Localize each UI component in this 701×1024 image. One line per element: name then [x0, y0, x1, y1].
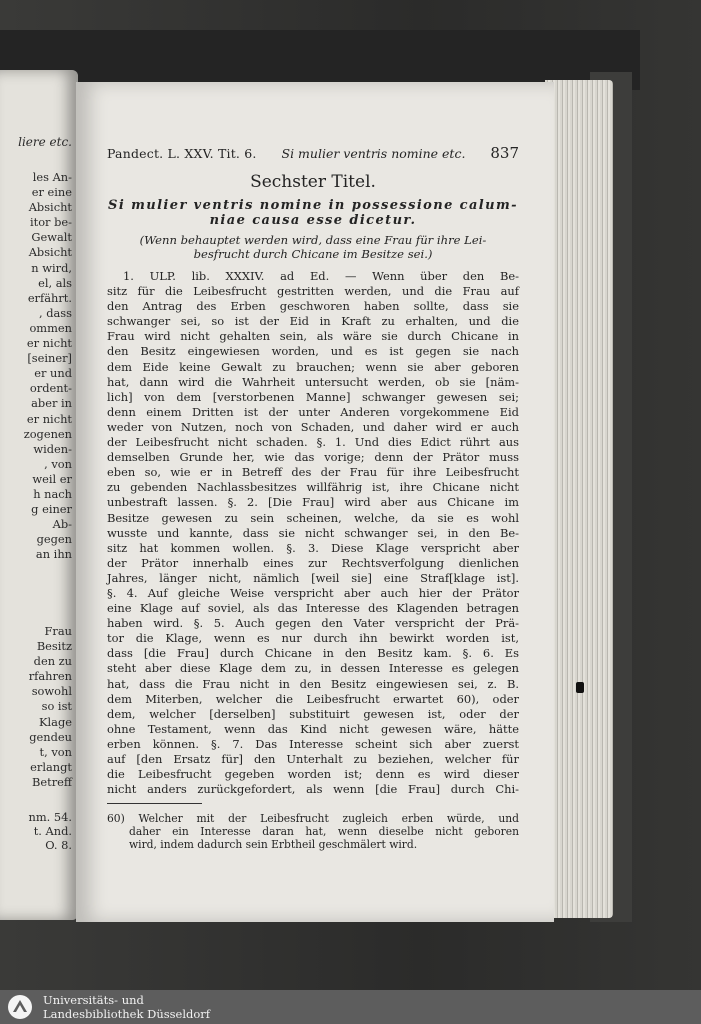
- left-page-line: , dass: [38, 305, 72, 320]
- section-title: Sechster Titel.: [250, 172, 376, 192]
- body-line: den Antrag des Erben geschworen haben sollte, dass sie: [107, 299, 519, 314]
- library-footer: [0, 990, 701, 1024]
- body-line: steht aber diese Klage dem zu, in dessen Interesse es gelegen: [107, 661, 519, 676]
- left-page-text-lower: [29, 624, 72, 790]
- body-line: schwanger sei, so ist der Eid in Kraft zu erhalten, und die: [107, 314, 519, 329]
- body-line: Besitze gewesen zu sein scheinen, welche, da sie es wohl: [107, 510, 519, 525]
- left-page-line: h nach: [33, 486, 72, 501]
- left-page-line: er eine: [31, 185, 72, 200]
- left-page-line: rfahren: [28, 669, 72, 684]
- body-line: dem Miterben, welcher die Leibesfrucht erwartet 60), oder: [107, 691, 519, 706]
- body-line: der Prätor innerhalb eines zur Rechtsverfolgung dienlichen: [107, 555, 519, 570]
- body-line: der Leibesfrucht nicht schaden. §. 1. Und dies Edict rührt aus: [107, 435, 519, 450]
- left-page: [0, 70, 78, 920]
- body-text: [107, 269, 519, 797]
- left-page-footnote: [29, 810, 73, 852]
- left-page-line: weil er: [32, 471, 72, 486]
- left-page-line: er und: [34, 366, 72, 381]
- latin-subtitle-line: Si mulier ventris nomine in possessione calum-: [108, 198, 518, 213]
- left-page-line: itor be-: [29, 215, 72, 230]
- body-line: dem Eide keine Gewalt zu brauchen; wenn sie aber geboren: [107, 359, 519, 374]
- left-page-line: erlangt: [30, 759, 72, 774]
- left-page-line: ordent-: [29, 381, 72, 396]
- left-page-line: n wird,: [31, 260, 72, 275]
- ulb-logo-icon: [7, 994, 33, 1020]
- footnote-line: 60) Welcher mit der Leibesfrucht zugleich erben würde, und: [107, 812, 519, 826]
- library-name: [43, 993, 210, 1021]
- body-line: wusste und kannte, dass sie nicht schwanger sei, in den Be-: [107, 525, 519, 540]
- body-line: zu gebenden Nachlassbesitzes willfährig ist, ihre Chicane nicht: [107, 480, 519, 495]
- left-page-line: Ab-: [52, 517, 72, 532]
- body-line: die Leibesfrucht gegeben worden ist; denn es wird dieser: [107, 767, 519, 782]
- left-page-line: zogenen: [23, 426, 72, 441]
- body-line: sitz für die Leibesfrucht gestritten werden, und die Frau auf: [107, 284, 519, 299]
- body-line: tor die Klage, wenn es nur durch ihn bewirkt worden ist,: [107, 631, 519, 646]
- body-line: §. 4. Auf gleiche Weise verspricht aber auch hier der Prätor: [107, 585, 519, 600]
- body-line: eine Klage auf soviel, als das Interesse des Klagenden betragen: [107, 601, 519, 616]
- left-page-footnote-line: nm. 54.: [28, 810, 72, 824]
- body-line: haben wird. §. 5. Auch gegen den Vater verspricht der Prä-: [107, 616, 519, 631]
- body-line: unbestraft lassen. §. 2. [Die Frau] wird aber aus Chicane im: [107, 495, 519, 510]
- running-head-center: Si mulier ventris nomine etc.: [281, 146, 466, 161]
- book-cover-top: [0, 30, 640, 90]
- left-page-line: so ist: [41, 699, 72, 714]
- page-number: 837: [490, 144, 519, 162]
- body-line: dass [die Frau] durch Chicane in den Besitz kam. §. 6. Es: [107, 646, 519, 661]
- body-line: eben so, wie er in Betreff des der Frau für ihre Leibesfrucht: [107, 465, 519, 480]
- body-line: ohne Testament, wenn das Kind nicht gewesen wäre, hätte: [107, 721, 519, 736]
- left-page-header: liere etc.: [18, 135, 72, 149]
- german-subtitle-line: (Wenn behauptet werden wird, dass eine Frau für ihre Lei-: [139, 233, 487, 247]
- left-page-line: sowohl: [31, 684, 72, 699]
- left-page-line: den zu: [33, 654, 72, 669]
- left-page-text: [24, 170, 72, 562]
- latin-subtitle-line: niae causa esse dicetur.: [209, 213, 417, 228]
- german-subtitle: [107, 234, 519, 261]
- left-page-line: Absicht: [28, 200, 72, 215]
- body-line: sitz hat kommen wollen. §. 3. Diese Klage verspricht aber: [107, 540, 519, 555]
- footnote: [107, 812, 519, 851]
- left-page-line: er nicht: [26, 336, 72, 351]
- left-page-line: gendeu: [29, 729, 72, 744]
- body-line: 1. ULP. lib. XXXIV. ad Ed. — Wenn über den Be-: [123, 269, 519, 283]
- left-page-line: an ihn: [35, 547, 72, 562]
- running-head: [107, 144, 519, 162]
- page-edges: [545, 80, 613, 918]
- left-page-footnote-line: O. 8.: [45, 838, 72, 852]
- body-line: den Besitz eingewiesen worden, und es ist gegen sie nach: [107, 344, 519, 359]
- left-page-line: Frau: [44, 624, 72, 638]
- left-page-line: t, von: [39, 744, 72, 759]
- body-line: hat, dass die Frau nicht in den Besitz eingewiesen sei, z. B.: [107, 676, 519, 691]
- body-line: weder von Nutzen, noch von Schaden, und daher wird er auch: [107, 419, 519, 434]
- right-page: [76, 82, 554, 922]
- left-page-line: erfährt.: [27, 290, 72, 305]
- body-line: Jahres, länger nicht, nämlich [weil sie] eine Straf[klage ist].: [107, 570, 519, 585]
- library-name-line1: Universitäts- und: [43, 993, 144, 1007]
- running-head-left: Pandect. L. XXV. Tit. 6.: [107, 146, 257, 161]
- left-page-line: g einer: [31, 502, 72, 517]
- body-line: demselben Grunde her, wie das vorige; denn der Prätor muss: [107, 450, 519, 465]
- left-page-footnote-line: t. And.: [33, 824, 72, 838]
- left-page-line: , von: [44, 456, 72, 471]
- page-content: [107, 144, 519, 851]
- left-page-line: aber in: [31, 396, 72, 411]
- left-page-line: les An-: [32, 170, 72, 184]
- latin-subtitle: [107, 198, 519, 228]
- left-page-line: er nicht: [26, 411, 72, 426]
- body-line: hat, dann wird die Wahrheit untersucht werden, ob sie [näm-: [107, 374, 519, 389]
- body-line: dem, welcher [derselben] substituirt gewesen ist, oder der: [107, 706, 519, 721]
- left-page-line: Gewalt: [31, 230, 72, 245]
- footnote-line: wird, indem dadurch sein Erbtheil geschmälert wird.: [129, 838, 418, 852]
- left-page-line: widen-: [33, 441, 72, 456]
- body-line: Frau wird nicht gehalten sein, als wäre sie durch Chicane in: [107, 329, 519, 344]
- bookmark-marker: [576, 682, 584, 693]
- left-page-line: ommen: [29, 320, 72, 335]
- body-line: denn einem Dritten ist der unter Anderen vorgekommene Eid: [107, 404, 519, 419]
- german-subtitle-line: besfrucht durch Chicane im Besitze sei.): [193, 246, 433, 261]
- footnote-line: daher ein Interesse daran hat, wenn dieselbe nicht geboren: [129, 825, 519, 839]
- footnote-rule: [107, 803, 202, 804]
- body-line: nicht anders zurückgefordert, als wenn [die Frau] durch Chi-: [107, 782, 519, 797]
- left-page-line: [seiner]: [27, 351, 72, 366]
- left-page-line: el, als: [38, 275, 72, 290]
- left-page-line: gegen: [36, 532, 72, 547]
- left-page-line: Klage: [39, 714, 72, 729]
- body-line: auf [den Ersatz für] den Unterhalt zu beziehen, welcher für: [107, 752, 519, 766]
- left-page-line: Absicht: [28, 245, 72, 260]
- left-page-line: Betreff: [32, 774, 72, 789]
- body-line: erben können. §. 7. Das Interesse scheint sich aber zuerst: [107, 736, 519, 751]
- library-name-line2: Landesbibliothek Düsseldorf: [43, 1007, 211, 1021]
- left-page-line: Besitz: [36, 639, 72, 654]
- body-line: lich] von dem [verstorbenen Manne] schwanger gewesen sei;: [107, 389, 519, 404]
